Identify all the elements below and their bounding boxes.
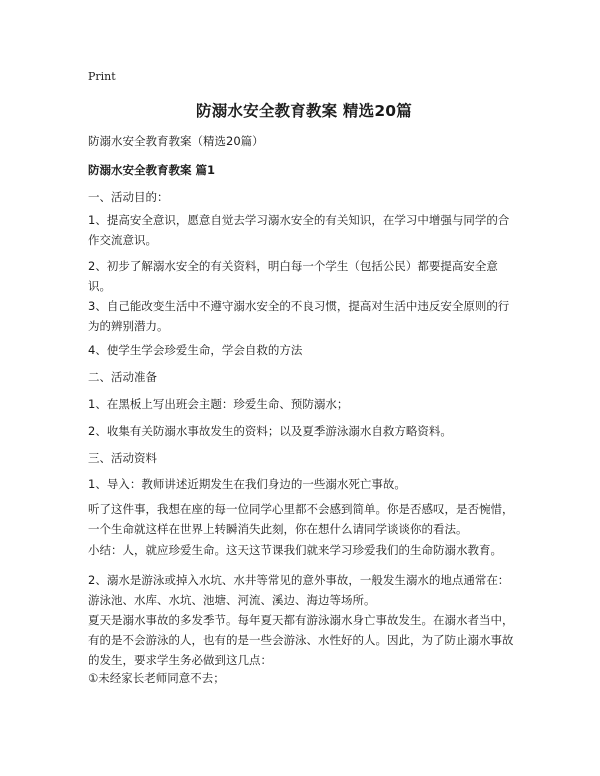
document-subtitle: 防溺水安全教育教案（精选20篇） xyxy=(88,134,264,148)
paragraph-intro: 1、导入：教师讲述近期发生在我们身边的一些溺水死亡事故。 xyxy=(88,477,406,491)
paragraph-summer-risk: 夏天是溺水事故的多发季节。每年夏天都有游泳溺水身亡事故发生。在溺水者当中，有的是不会游泳的人，也有的是一些会游泳、水性好的人。因此，为了防止溺水事故的发生，要求学生务必做到这几点： xyxy=(88,613,514,667)
paragraph-drowning-locations: 2、溺水是游泳或掉入水坑、水井等常见的意外事故，一般发生溺水的地点通常在：游泳池、水库、水坑、池塘、河流、溪边、海边等场所。 xyxy=(88,573,510,607)
paragraph-objective-3: 3、自己能改变生活中不遵守溺水安全的不良习惯，提高对生活中违反安全原则的行为的辨别潜力。 xyxy=(88,299,510,333)
paragraph-discussion: 听了这件事，我想在座的每一位同学心里都不会感到简单。你是否感叹，是否惋惜，一个生命就这样在世界上转瞬消失此刻，你在想什么请同学谈谈你的看法。 xyxy=(88,502,514,536)
paragraph-objective-1: 1、提高安全意识，愿意自觉去学习溺水安全的有关知识，在学习中增强与同学的合作交流意识。 xyxy=(88,213,510,247)
paragraph-preparation-1: 1、在黑板上写出班会主题：珍爱生命、预防溺水； xyxy=(88,397,349,411)
paragraph-rule-1: ①未经家长老师同意不去； xyxy=(88,671,225,685)
section-heading: 防溺水安全教育教案 篇1 xyxy=(88,163,216,177)
paragraph-preparation-heading: 二、活动准备 xyxy=(88,370,157,384)
document-title: 防溺水安全教育教案 精选20篇 xyxy=(196,102,412,120)
paragraph-summary: 小结：人，就应珍爱生命。这天这节课我们就来学习珍爱我们的生命防溺水教育。 xyxy=(88,543,502,557)
paragraph-preparation-2: 2、收集有关防溺水事故发生的资料；以及夏季游泳溺水自救方略资料。 xyxy=(88,424,452,438)
paragraph-objective-2: 2、初步了解溺水安全的有关资料，明白每一个学生（包括公民）都要提高安全意识。 xyxy=(88,259,498,293)
paragraph-objectives-heading: 一、活动目的： xyxy=(88,190,169,204)
paragraph-objective-4: 4、使学生学会珍爱生命，学会自救的方法 xyxy=(88,343,303,357)
paragraph-content-heading: 三、活动资料 xyxy=(88,451,157,465)
print-link[interactable]: Print xyxy=(88,70,116,83)
